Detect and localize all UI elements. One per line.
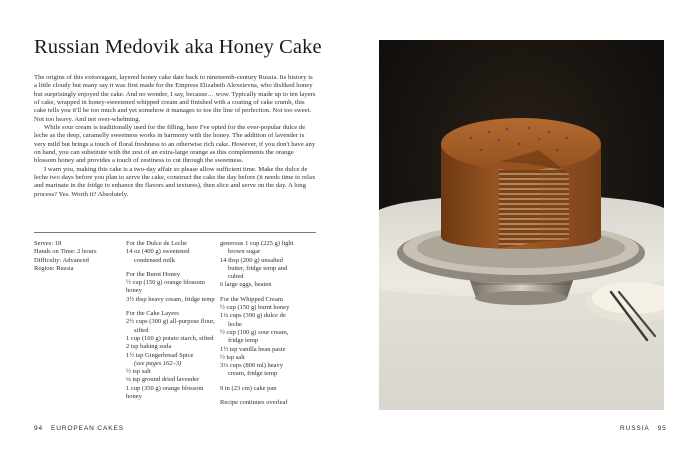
ingredient: 1¼ cups (390 g) dulce de	[220, 312, 286, 320]
ingredient: 14 oz (400 g) sweetened	[126, 248, 190, 256]
right-folio	[620, 425, 667, 432]
ingredient: 14 tbsp (200 g) unsalted	[220, 256, 283, 264]
page-number: 95	[657, 425, 667, 432]
continued-note: Recipe continues overleaf	[220, 399, 288, 407]
ingredient: 6 large eggs, beaten	[220, 281, 272, 289]
ingredient: ½ cup (150 g) burnt honey	[220, 304, 290, 312]
ingredient: generous 1 cup (225 g) light	[220, 240, 294, 247]
recipe-meta	[34, 240, 118, 273]
section-label: EUROPEAN CAKES	[51, 425, 124, 432]
ingredient: sifted	[134, 326, 149, 334]
intro-paragraph-text: I warn you, making this cake is a two-day affair so please allow sufficient time. Make the dulce de leche two days before you plan to serve the cake, construct the cake the day before (it needs time to relax and marinate in the fridge to enhance the flavors and textures), then slice and serve on the day. A long process? Yes. Worth it? Absolutely.	[34, 165, 316, 198]
ingredient-heading: For the Burnt Honey	[126, 270, 180, 278]
page-number: 94	[34, 425, 44, 432]
ingredient: 3⅓ cups (800 ml) heavy	[220, 362, 284, 370]
ingredient: brown sugar	[228, 248, 261, 256]
ingredient: ½ cup (100 g) sour cream,	[220, 328, 289, 336]
section-divider	[34, 232, 316, 233]
ingredient: butter, fridge temp and	[228, 264, 288, 272]
equipment: 9 in (23 cm) cake pan	[220, 384, 277, 392]
ingredient: ½ cup (150 g) orange blossom honey	[126, 279, 207, 295]
ingredient-heading: For the Whipped Cream	[220, 295, 283, 303]
intro-paragraph	[34, 166, 316, 199]
ingredient: condensed milk	[134, 256, 175, 264]
cake-illustration	[379, 40, 664, 410]
ingredient	[126, 360, 216, 368]
ingredient: 3½ tbsp heavy cream, fridge temp	[126, 295, 215, 303]
recipe-title: Russian Medovik aka Honey Cake	[34, 36, 322, 58]
section-label: RUSSIA	[620, 425, 650, 432]
ingredient: 2½ cups (300 g) all-purpose flour,	[126, 318, 215, 326]
ingredients-column-1	[126, 240, 216, 401]
ingredient: cream, fridge temp	[228, 370, 278, 378]
cake-stand-foot	[475, 291, 567, 305]
honey-cake-photo	[379, 40, 664, 410]
difficulty: Difficulty: Advanced	[34, 256, 89, 264]
ingredient-heading: For the Dulce de Leche	[126, 240, 188, 247]
ingredient: ½ tsp salt	[220, 353, 245, 361]
intro-paragraph: The origins of this extravagant, layered honey cake date back to nineteenth-century Russia. Its history is a little cloudy but many say it was first made for the Empress Elizabeth Alexeievna, who disliked honey but surprisingly enjoyed the cake. And no wonder, I say, because… wow. Typically made up to ten layers of cake, wrapped in honey-sweetened whipped cream and finished with a coating of cake crumb, this cake tells you it'll be too much and yet somehow it manages to toe the line of perfection. Not too sweet. Not too heavy. And not over-whelming.	[34, 74, 316, 123]
recipe-introduction	[34, 74, 316, 199]
ingredient-heading: For the Cake Layers	[126, 310, 179, 318]
ingredient: cubed	[228, 273, 244, 281]
ingredient: 2 tsp baking soda	[126, 343, 172, 351]
ingredient: fridge temp	[228, 337, 259, 345]
ingredient: 1 cup (160 g) potato starch, sifted	[126, 334, 214, 342]
ingredient: 1½ tsp vanilla bean paste	[220, 345, 286, 353]
left-folio	[34, 425, 124, 432]
ingredients-column-2	[220, 240, 320, 407]
page-reference: (see pages 162–3)	[134, 359, 182, 367]
ingredient: 1 cup (350 g) orange blossom honey	[126, 384, 206, 401]
ingredient: ½ tsp salt	[126, 368, 151, 376]
ingredient: 1½ tsp Gingerbread Spice	[126, 351, 194, 359]
intro-paragraph: While sour cream is traditionally used for the filling, here I've opted for the ever-popular dulce de leche as the deep, caramelly sweetness works in harmony with the honey. The addition of lavender is very mild but brings a touch of floral freshness to an otherwise rich cake. However, if you don't have any on hand, you can substitute with the zest of an extra-large orange as this complements the orange blossom honey and provides a touch of zestiness to cut through the sweetness.	[34, 124, 316, 165]
serves: Serves: 18	[34, 240, 62, 247]
region: Region: Russia	[34, 264, 74, 272]
hands-on-time: Hands on Time: 2 hours	[34, 248, 97, 256]
ingredient: leche	[228, 320, 242, 328]
ingredient: ¼ tsp ground dried lavender	[126, 376, 200, 384]
